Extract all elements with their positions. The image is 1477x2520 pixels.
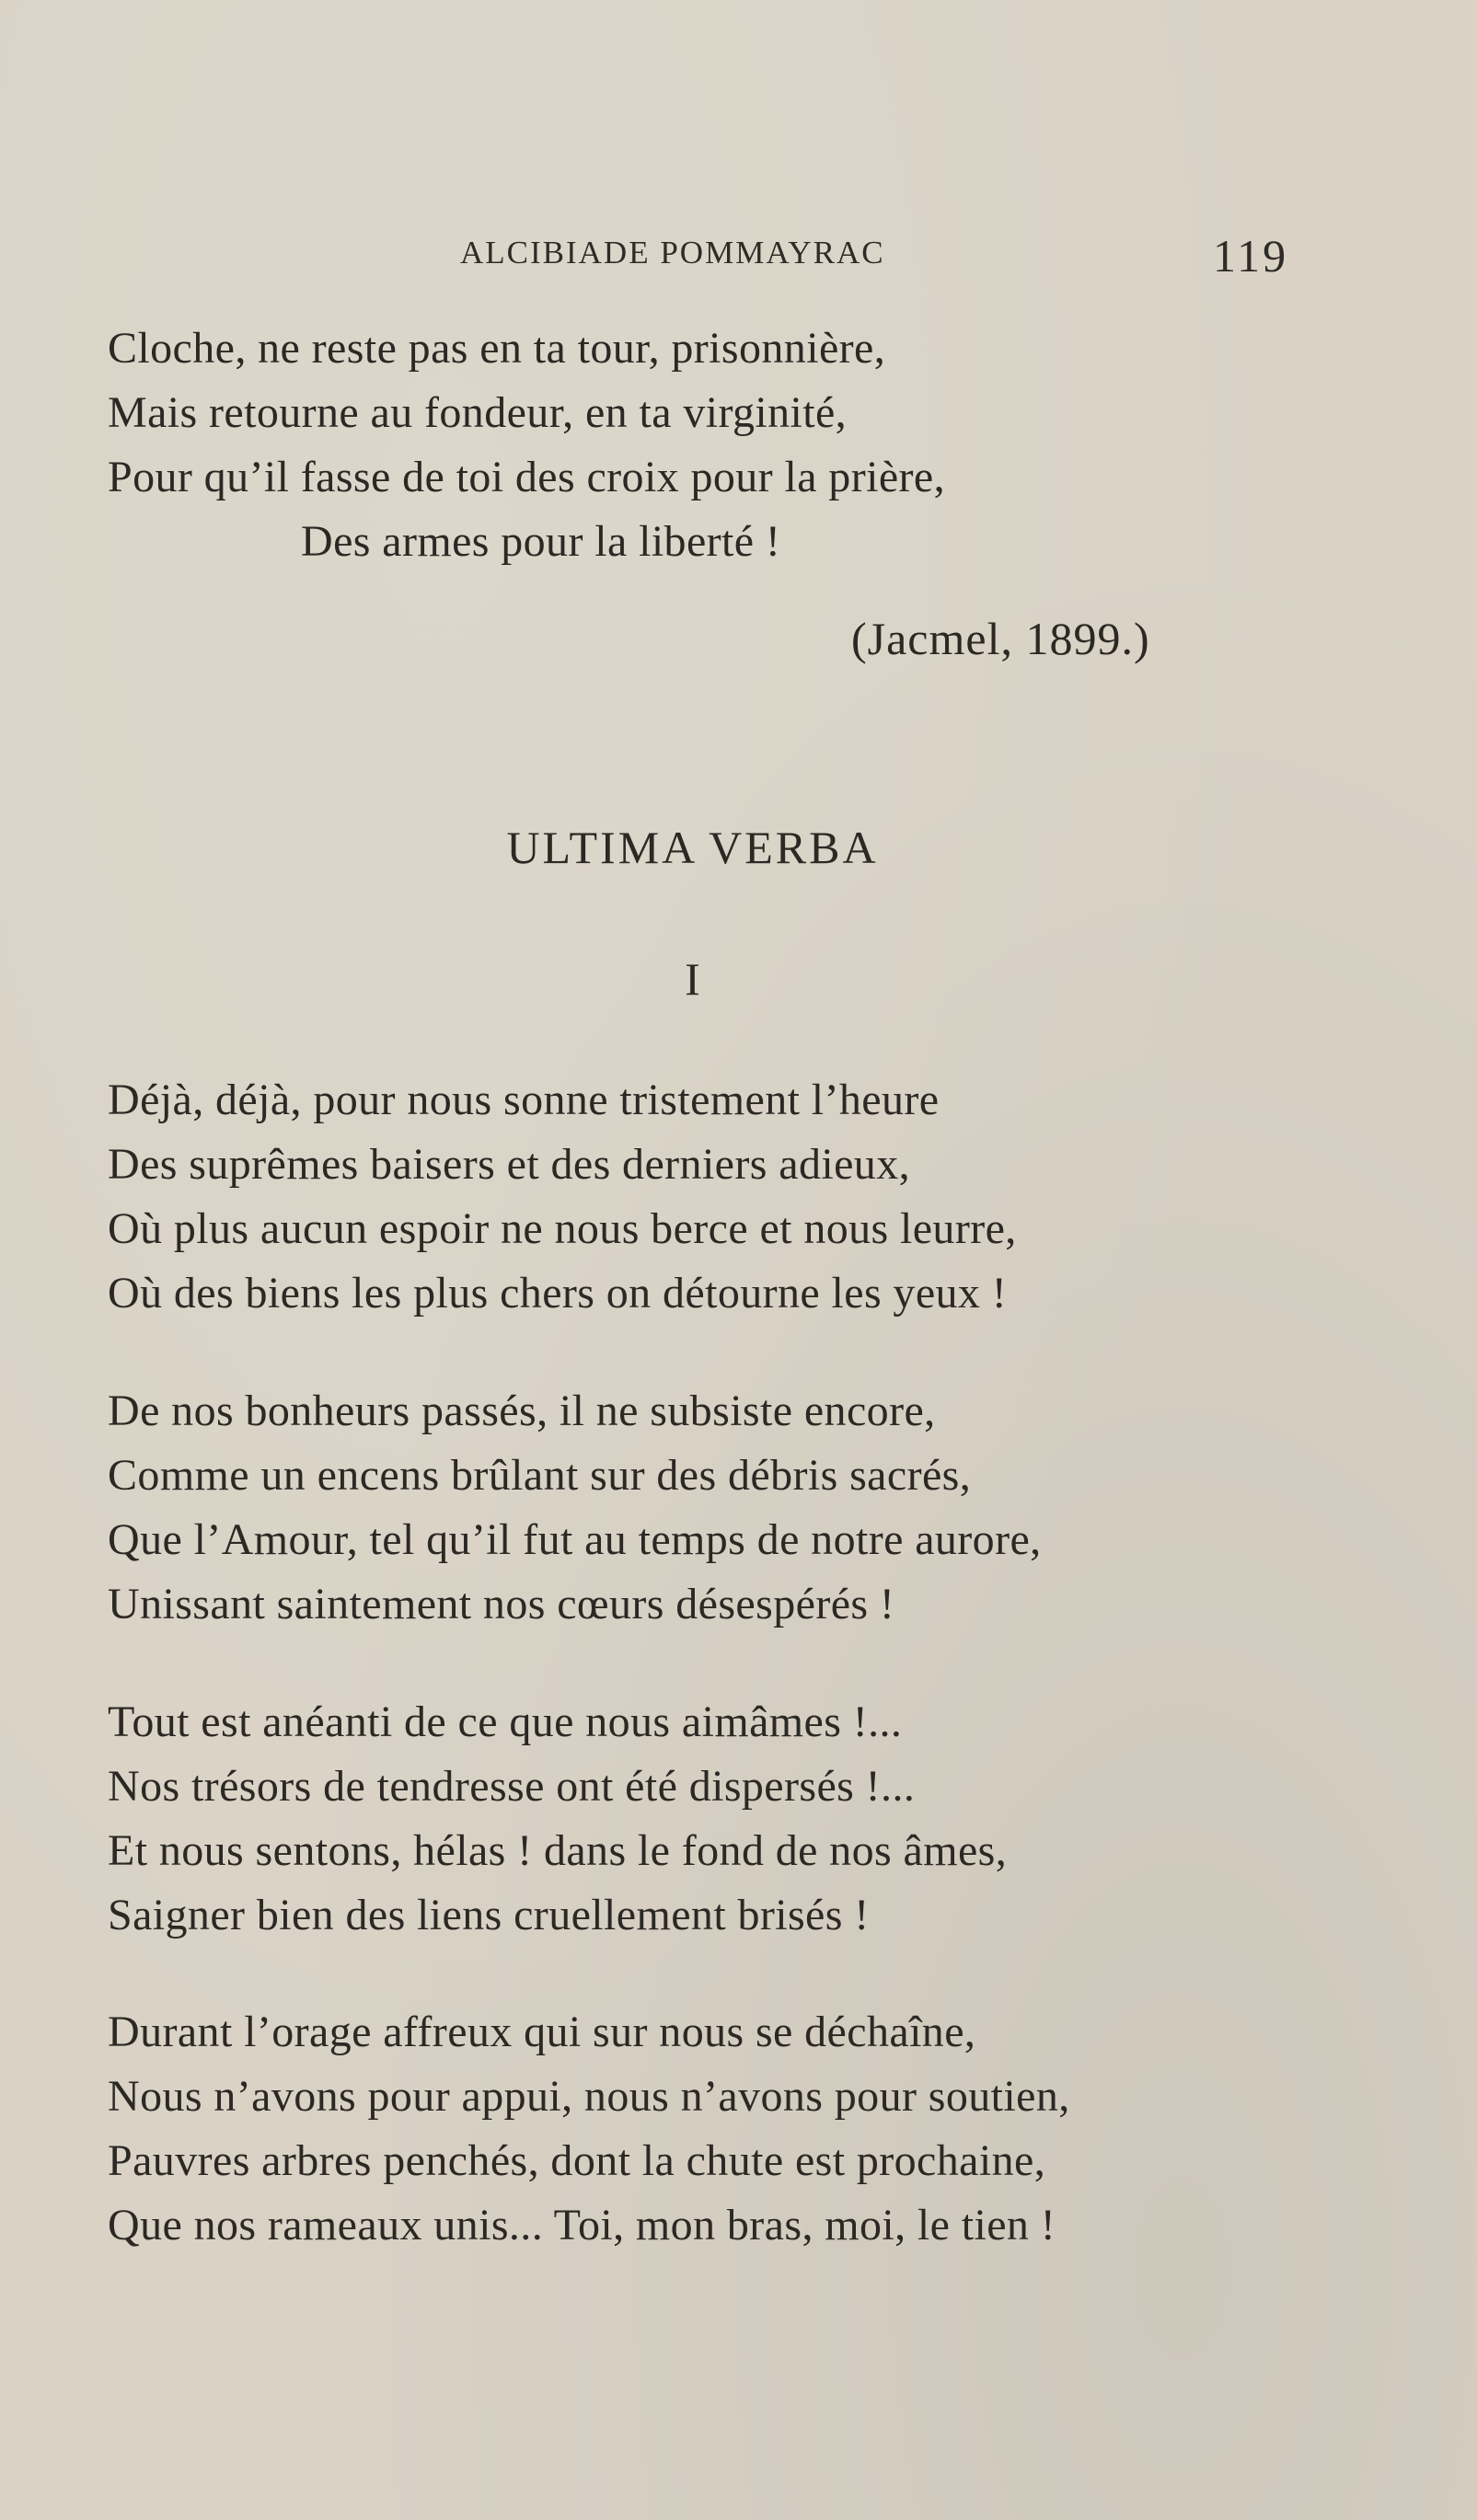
verse-line: Nous n’avons pour appui, nous n’avons pour soutien, [108,2072,1070,2121]
verse-line: Et nous sentons, hélas ! dans le fond de nos âmes, [108,1826,1008,1875]
section-numeral: I [685,953,700,1005]
verse-line: Que nos rameaux unis... Toi, mon bras, moi, le tien ! [108,2201,1056,2250]
verse-line: De nos bonheurs passés, il ne subsiste encore, [108,1387,936,1435]
verse-line: Des armes pour la liberté ! [301,517,781,566]
page-number: 119 [1213,230,1289,282]
verse-line: Pour qu’il fasse de toi des croix pour la prière, [108,453,946,501]
verse-line: Comme un encens brûlant sur des débris sacrés, [108,1451,972,1500]
verse-line: Où plus aucun espoir ne nous berce et nous leurre, [108,1204,1017,1253]
verse-line: Durant l’orage affreux qui sur nous se déchaîne, [108,2008,976,2056]
place-date-signature: (Jacmel, 1899.) [851,613,1150,664]
stanza-1 [108,1078,1304,1336]
verse-line: Cloche, ne reste pas en ta tour, prisonnière, [108,324,886,373]
verse-line: Unissant saintement nos cœurs désespérés ! [108,1580,895,1628]
verse-line: Saigner bien des liens cruellement brisés ! [108,1891,870,1939]
page-header [0,230,1477,290]
verse-line: Tout est anéanti de ce que nous aimâmes !... [108,1697,903,1746]
poem-title: ULTIMA VERBA [506,822,879,873]
verse-line: Nos trésors de tendresse ont été dispersés !... [108,1762,916,1811]
previous-poem-closing-stanza [108,324,1304,584]
stanza-4 [108,2010,1304,2268]
stanza-3 [108,1697,1304,1958]
running-head: ALCIBIADE POMMAYRAC [460,235,885,270]
verse-line: Des suprêmes baisers et des derniers adieux, [108,1140,910,1189]
verse-line: Mais retourne au fondeur, en ta virginité, [108,388,848,437]
verse-line: Où des biens les plus chers on détourne les yeux ! [108,1269,1008,1318]
verse-line: Que l’Amour, tel qu’il fut au temps de notre aurore, [108,1515,1042,1564]
verse-line: Déjà, déjà, pour nous sonne tristement l’heure [108,1076,940,1124]
stanza-2 [108,1389,1304,1647]
verse-line: Pauvres arbres penchés, dont la chute est prochaine, [108,2136,1046,2185]
